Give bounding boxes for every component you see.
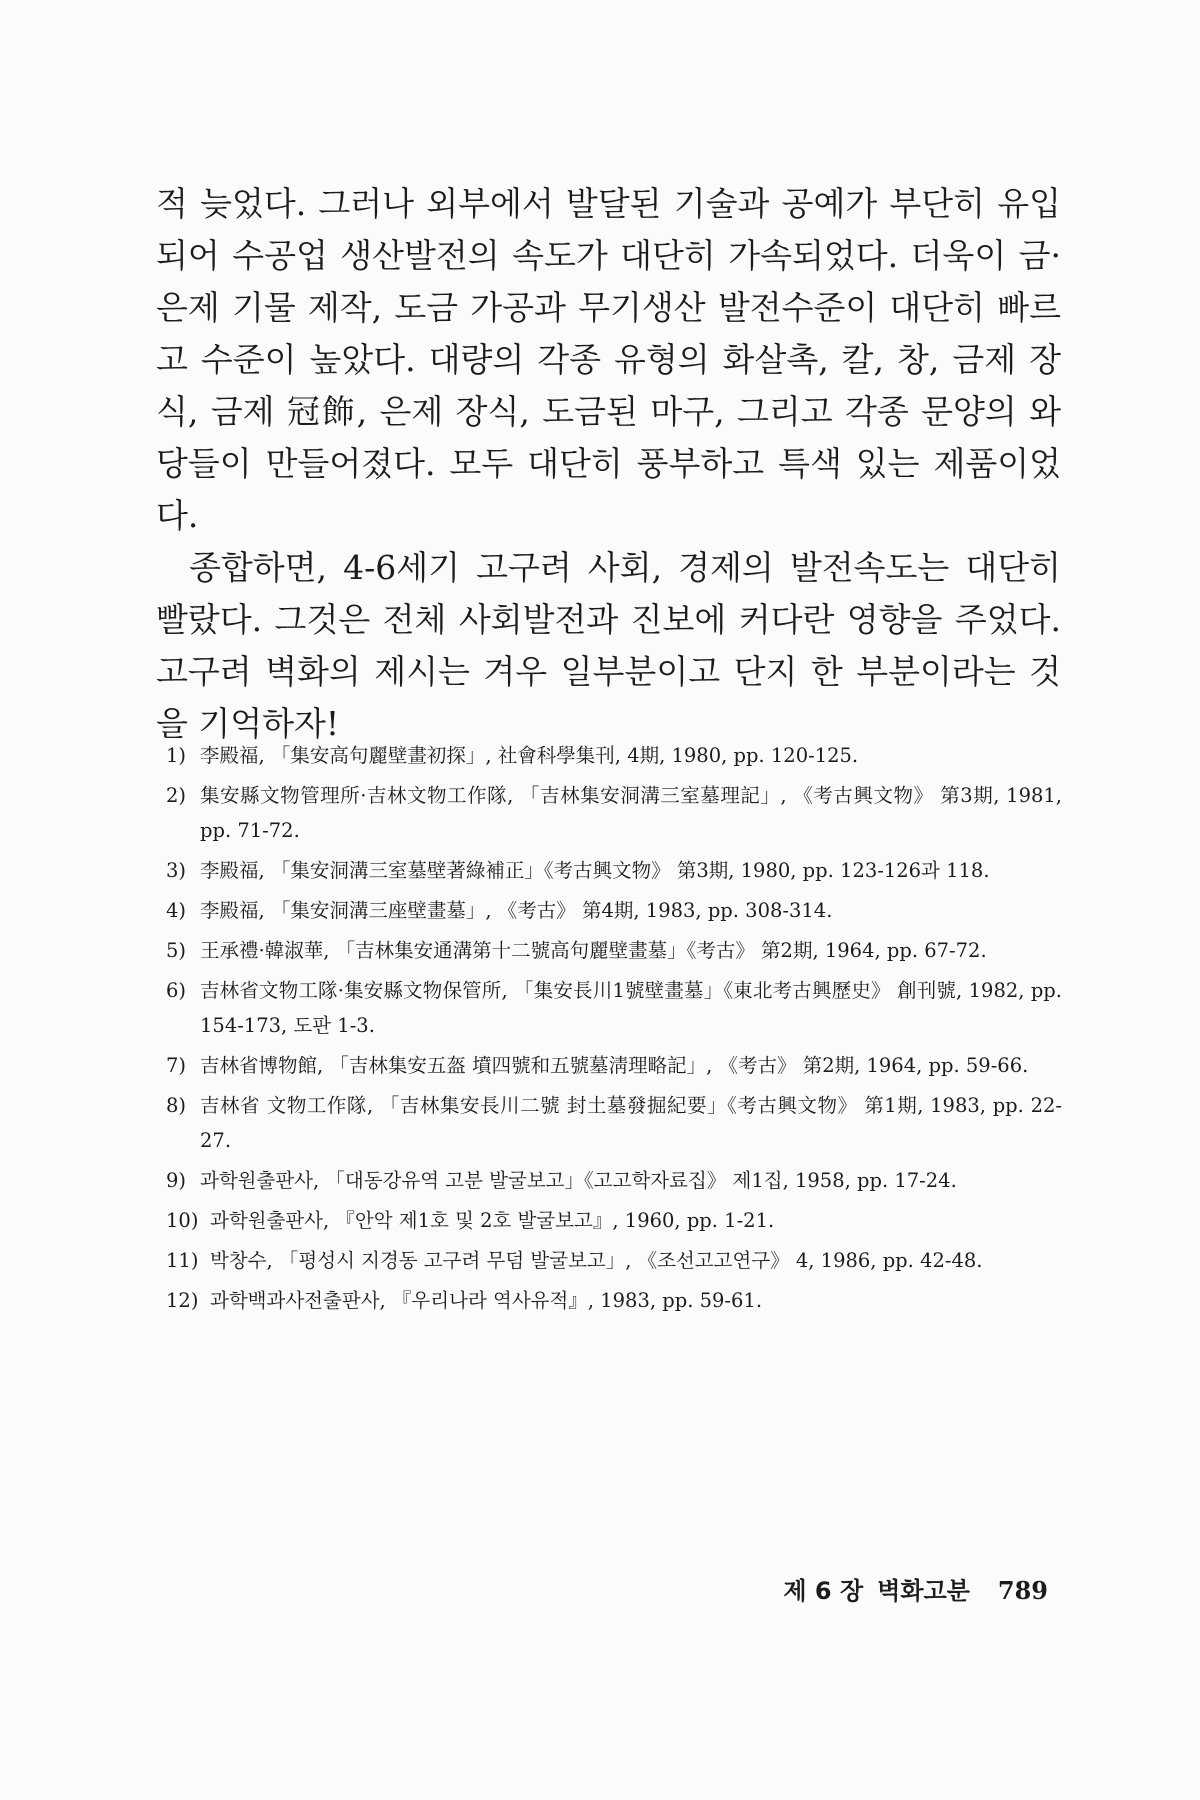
footnote-text: 李殿福, 「集安高句麗壁畫初探」, 社會科學集刊, 4期, 1980, pp. 120-125. [200,744,859,767]
footnote-number: 12) [166,1289,199,1312]
footnote-text: 과학원출판사, 「대동강유역 고분 발굴보고」《고고학자료집》 제1집, 1958, pp. 17-24. [200,1169,957,1192]
footnote-text: 王承禮·韓淑華, 「吉林集安通溝第十二號高句麗壁畫墓」《考古》 第2期, 1964, pp. 67-72. [200,939,987,962]
footnote-12 [166,1283,1062,1318]
footnote-text: 吉林省 文物工作隊, 「吉林集安長川二號 封土墓發掘紀要」《考古興文物》 第1期, 1983, pp. 22-27. [200,1094,1062,1152]
footnote-3 [166,853,1062,888]
footnote-number: 3) [166,859,187,882]
footnote-6 [166,973,1062,1043]
footnote-5 [166,933,1062,968]
footnote-7 [166,1048,1062,1083]
footnote-number: 11) [166,1249,199,1272]
footnote-text: 吉林省博物館, 「吉林集安五盔 墳四號和五號墓淸理略記」, 《考古》 第2期, 1964, pp. 59-66. [200,1054,1029,1077]
footnote-2 [166,778,1062,848]
main-text [156,178,1061,750]
section-label: 벽화고분 [877,1577,970,1605]
footnote-number: 4) [166,899,187,922]
footnote-4 [166,893,1062,928]
chapter-label: 제 6 장 [783,1577,864,1605]
body-paragraph-1: 적 늦었다. 그러나 외부에서 발달된 기술과 공예가 부단히 유입되어 수공업 생산발전의 속도가 대단히 가속되었다. 더욱이 금·은제 기물 제작, 도금 가공과 무기생산 발전수준이 대단히 빠르고 수준이 높았다. 대량의 각종 유형의 화살촉, 칼, 창, 금제 장식, 금제 冠飾, 은제 장식, 도금된 마구, 그리고 각종 문양의 와당들이 만들어졌다. 모두 대단히 풍부하고 특색 있는 제품이었다. [156,184,1061,535]
body-paragraph-2: 종합하면, 4-6세기 고구려 사회, 경제의 발전속도는 대단히 빨랐다. 그것은 전체 사회발전과 진보에 커다란 영향을 주었다. 고구려 벽화의 제시는 겨우 일부분이고 단지 한 부분이라는 것을 기억하자! [156,548,1061,743]
footnote-8 [166,1088,1062,1158]
footnote-text: 박창수, 「평성시 지경동 고구려 무덤 발굴보고」, 《조선고고연구》 4, 1986, pp. 42-48. [210,1249,983,1272]
footnote-number: 6) [166,979,187,1002]
footnote-1 [166,738,1062,773]
footnote-number: 8) [166,1094,187,1117]
footnote-10 [166,1203,1062,1238]
footnote-number: 9) [166,1169,187,1192]
footnote-number: 5) [166,939,187,962]
footnote-number: 10) [166,1209,199,1232]
footnote-text: 吉林省文物工隊·集安縣文物保管所, 「集安長川1號壁畫墓」《東北考古興歷史》 創刊號, 1982, pp. 154-173, 도판 1-3. [200,979,1062,1037]
footnote-text: 李殿福, 「集安洞溝三座壁畫墓」, 《考古》 第4期, 1983, pp. 308-314. [200,899,833,922]
footnote-text: 과학원출판사, 『안악 제1호 및 2호 발굴보고』, 1960, pp. 1-21. [210,1209,775,1232]
footnote-text: 集安縣文物管理所·吉林文物工作隊, 「吉林集安洞溝三室墓理記」, 《考古興文物》 第3期, 1981, pp. 71-72. [200,784,1062,842]
footnote-number: 7) [166,1054,187,1077]
footnote-9 [166,1163,1062,1198]
footnote-text: 李殿福, 「集安洞溝三室墓壁著綠補正」《考古興文物》 第3期, 1980, pp. 123-126과 118. [200,859,990,882]
footnote-text: 과학백과사전출판사, 『우리나라 역사유적』, 1983, pp. 59-61. [210,1289,763,1312]
footnotes [166,738,1062,1323]
page-footer [769,1571,1048,1606]
footnote-number: 2) [166,784,187,807]
footnote-11 [166,1243,1062,1278]
footnote-number: 1) [166,744,187,767]
page-number: 789 [997,1576,1048,1605]
